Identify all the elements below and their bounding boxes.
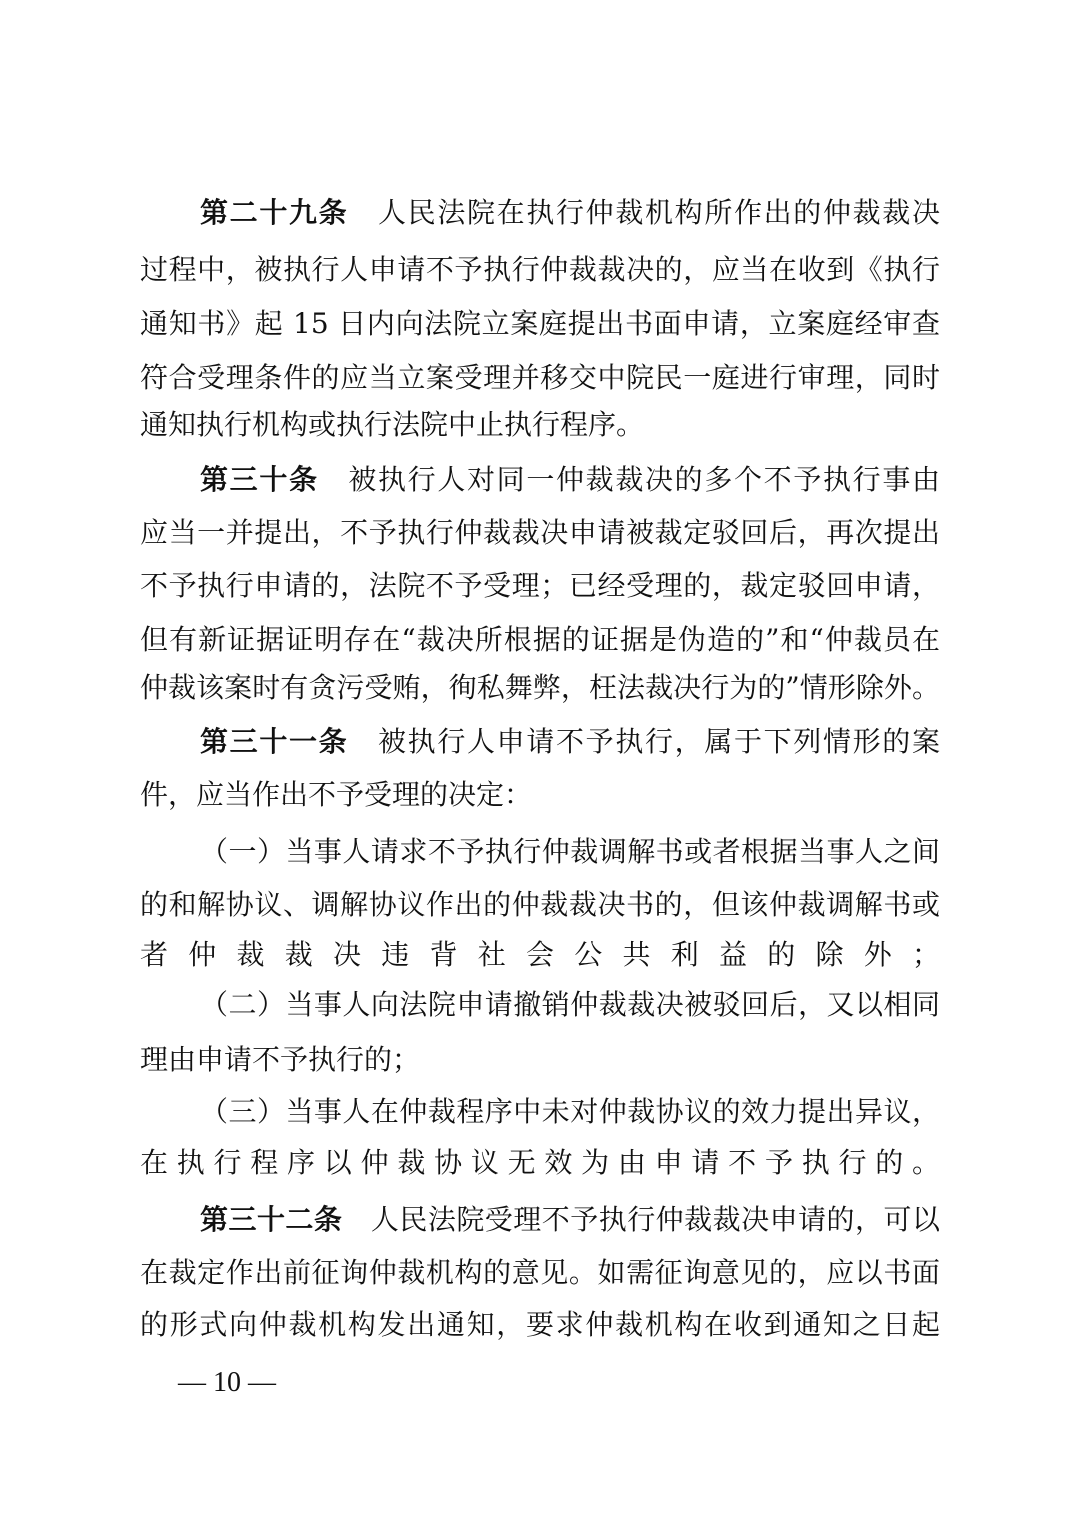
line-text: 通知书》起 15 日内向法院立案庭提出书面申请，立案庭经审查: [140, 307, 940, 340]
paragraph-line: [140, 613, 940, 667]
paragraph-line: [140, 559, 940, 613]
line-text: （二）当事人向法院申请撤销仲裁裁决被驳回后，又以相同: [200, 988, 940, 1021]
line-text: 件，应当作出不予受理的决定：: [140, 778, 533, 811]
article-heading: 第三十条: [200, 463, 319, 496]
paragraph-first-line: [200, 825, 940, 879]
page-number: — 10 —: [178, 1367, 276, 1398]
paragraph-first-line: [200, 1193, 940, 1247]
article-heading: 第三十二条: [200, 1203, 343, 1236]
paragraph-line: [140, 1136, 940, 1190]
article-heading: 第三十一条: [200, 725, 349, 758]
paragraph-line: [140, 1033, 940, 1087]
line-text: 人民法院受理不予执行仲裁裁决申请的，可以: [342, 1203, 940, 1236]
line-text: 被执行人申请不予执行，属于下列情形的案: [348, 725, 940, 758]
paragraph-line: [140, 243, 940, 297]
line-text: 通知执行机构或执行法院中止执行程序。: [140, 408, 645, 441]
paragraph-line: [140, 1246, 940, 1300]
paragraph-first-line: [200, 186, 940, 240]
line-text: 理由申请不予执行的；: [140, 1043, 421, 1076]
paragraph-line: [140, 661, 940, 715]
line-text: 者仲裁裁决违背社会公共利益的除外；: [140, 938, 940, 971]
line-text: 在执行程序以仲裁协议无效为由申请不予执行的。: [140, 1146, 940, 1179]
line-text: 符合受理条件的应当立案受理并移交中院民一庭进行审理，同时: [140, 361, 940, 394]
paragraph-first-line: [200, 1085, 940, 1139]
line-text: 的形式向仲裁机构发出通知，要求仲裁机构在收到通知之日起: [140, 1308, 940, 1341]
paragraph-line: [140, 878, 940, 932]
line-text: （三）当事人在仲裁程序中未对仲裁协议的效力提出异议，: [200, 1095, 940, 1128]
paragraph-line: [140, 398, 940, 452]
line-text: （一）当事人请求不予执行仲裁调解书或者根据当事人之间: [200, 835, 940, 868]
paragraph-first-line: [200, 715, 940, 769]
paragraph-line: [140, 768, 940, 822]
line-text: 在裁定作出前征询仲裁机构的意见。如需征询意见的，应以书面: [140, 1256, 940, 1289]
paragraph-line: [140, 297, 940, 351]
paragraph-line: [140, 506, 940, 560]
line-text: 人民法院在执行仲裁机构所作出的仲裁裁决: [348, 196, 940, 229]
article-heading: 第二十九条: [200, 196, 349, 229]
paragraph-first-line: [200, 978, 940, 1032]
line-text: 仲裁该案时有贪污受贿，徇私舞弊，枉法裁决行为的”情形除外。: [140, 671, 940, 704]
line-text: 但有新证据证明存在“裁决所根据的证据是伪造的”和“仲裁员在: [140, 623, 940, 656]
paragraph-line: [140, 1298, 940, 1352]
paragraph-line: [140, 928, 940, 982]
line-text: 不予执行申请的，法院不予受理；已经受理的，裁定驳回申请，: [140, 569, 940, 602]
paragraph-line: [140, 351, 940, 405]
line-text: 被执行人对同一仲裁裁决的多个不予执行事由: [318, 463, 940, 496]
line-text: 应当一并提出，不予执行仲裁裁决申请被裁定驳回后，再次提出: [140, 516, 940, 549]
line-text: 过程中，被执行人申请不予执行仲裁裁决的，应当在收到《执行: [140, 253, 940, 286]
paragraph-first-line: [200, 453, 940, 507]
line-text: 的和解协议、调解协议作出的仲裁裁决书的，但该仲裁调解书或: [140, 888, 940, 921]
